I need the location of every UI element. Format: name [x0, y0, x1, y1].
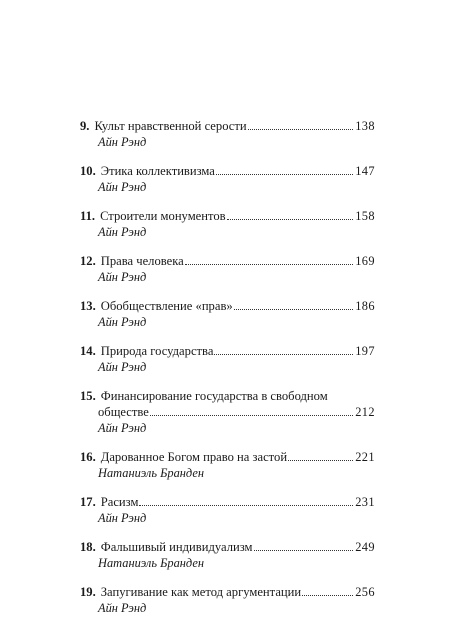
toc-entry-12 [80, 253, 375, 285]
chapter-author: Айн Рэнд [98, 135, 147, 149]
toc-entry-14 [80, 343, 375, 375]
dot-leader [254, 550, 354, 551]
dot-leader [234, 309, 354, 310]
chapter-number: 18. [80, 540, 96, 554]
page-number: 231 [355, 495, 375, 509]
dot-leader [302, 595, 353, 596]
chapter-author: Айн Рэнд [98, 270, 147, 284]
chapter-title: Природа государства [100, 344, 214, 358]
dot-leader [227, 219, 354, 220]
chapter-number: 11. [80, 209, 96, 223]
chapter-number: 16. [80, 450, 96, 464]
dot-leader [216, 174, 353, 175]
chapter-number: 14. [80, 344, 96, 358]
chapter-author: Натаниэль Бранден [98, 466, 204, 480]
chapter-number: 19. [80, 585, 96, 599]
page-number: 147 [355, 164, 375, 178]
page-number: 138 [355, 119, 375, 133]
chapter-number: 12. [80, 254, 96, 268]
chapter-number: 10. [80, 164, 96, 178]
toc-entry-16 [80, 449, 375, 481]
toc-entry-19 [80, 584, 375, 616]
dot-leader [248, 129, 354, 130]
chapter-title: Этика коллективизма [100, 164, 215, 178]
toc-entry-13 [80, 298, 375, 330]
chapter-number: 15. [80, 389, 96, 403]
toc-entry-15 [80, 388, 375, 436]
dot-leader [150, 415, 353, 416]
chapter-author: Натаниэль Бранден [98, 556, 204, 570]
chapter-title: Фальшивый индивидуализм [100, 540, 253, 554]
chapter-title: Финансирование государства в свободном [100, 389, 328, 403]
chapter-number: 13. [80, 299, 96, 313]
chapter-author: Айн Рэнд [98, 315, 147, 329]
table-of-contents [80, 118, 375, 629]
toc-entry-10 [80, 163, 375, 195]
chapter-title: Права человека [100, 254, 184, 268]
chapter-author: Айн Рэнд [98, 601, 147, 615]
toc-entry-18 [80, 539, 375, 571]
page-number: 197 [355, 344, 375, 358]
chapter-number: 17. [80, 495, 96, 509]
chapter-author: Айн Рэнд [98, 180, 147, 194]
chapter-author: Айн Рэнд [98, 360, 147, 374]
page-number: 158 [355, 209, 375, 223]
chapter-author: Айн Рэнд [98, 511, 147, 525]
chapter-title-continued: обществе [98, 405, 149, 419]
page-number: 249 [355, 540, 375, 554]
chapter-title: Расизм [100, 495, 139, 509]
page-number: 212 [355, 405, 375, 419]
chapter-author: Айн Рэнд [98, 225, 147, 239]
dot-leader [288, 460, 353, 461]
chapter-number: 9. [80, 119, 90, 133]
toc-entry-17 [80, 494, 375, 526]
chapter-title: Культ нравственной серости [94, 119, 247, 133]
page-number: 221 [355, 450, 375, 464]
dot-leader [185, 264, 353, 265]
toc-entry-11 [80, 208, 375, 240]
chapter-title: Дарованное Богом право на застой [100, 450, 288, 464]
page-number: 186 [355, 299, 375, 313]
page-number: 169 [355, 254, 375, 268]
page-number: 256 [355, 585, 375, 599]
chapter-title: Запугивание как метод аргументации [100, 585, 302, 599]
dot-leader [139, 505, 353, 506]
toc-entry-9 [80, 118, 375, 150]
chapter-title: Строители монументов [100, 209, 226, 223]
dot-leader [214, 354, 353, 355]
chapter-author: Айн Рэнд [98, 421, 147, 435]
chapter-title: Обобществление «прав» [100, 299, 233, 313]
